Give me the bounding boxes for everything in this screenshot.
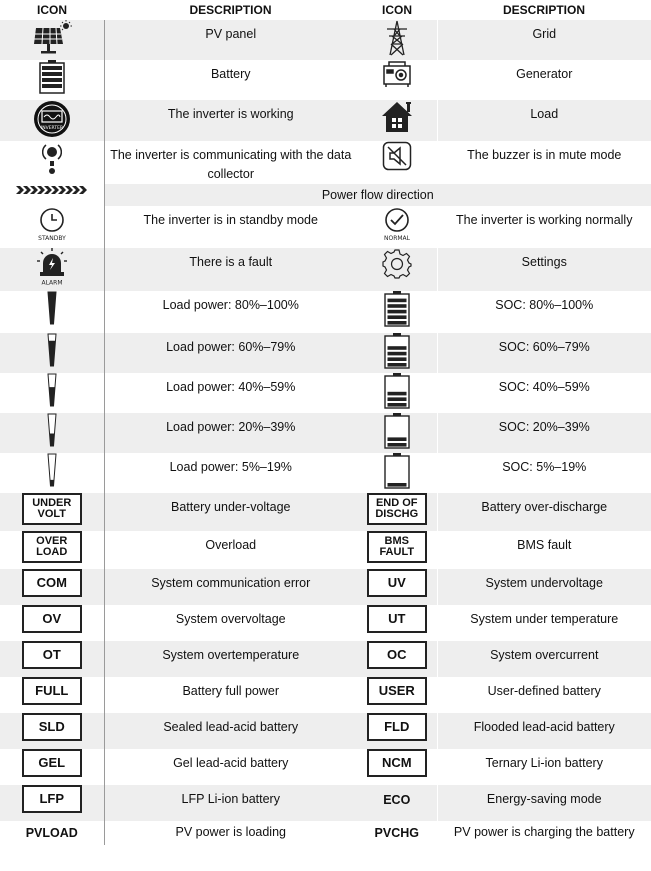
desc-fault: There is a fault (104, 248, 357, 291)
desc-ncm: Ternary Li-ion battery (437, 749, 651, 785)
load-power-80-100-icon (0, 291, 104, 333)
ov-code: OV (0, 605, 104, 641)
code-line: DISCHG (375, 508, 419, 520)
battery-icon (0, 60, 104, 100)
desc-data-collector: The inverter is communicating with the data collector (104, 141, 357, 184)
alarm-icon (0, 248, 104, 291)
data-collector-icon (0, 141, 104, 184)
under-volt-code (0, 493, 104, 531)
soc-battery-segment (387, 299, 406, 303)
header-icon-left: ICON (37, 3, 67, 17)
header-icon-right: ICON (382, 3, 412, 17)
soc-40-59-icon (357, 373, 437, 413)
soc-battery-segment (387, 403, 406, 407)
desc-inverter-working: The inverter is working (104, 100, 357, 141)
standby-icon (0, 206, 104, 248)
desc-standby: The inverter is in standby mode (104, 206, 357, 248)
desc-normal: The inverter is working normally (437, 206, 651, 248)
table-row (0, 713, 651, 749)
ncm-code: NCM (357, 749, 437, 785)
table-row (0, 206, 651, 248)
table-row (0, 493, 651, 531)
buzzer-mute-icon (357, 141, 437, 184)
desc-user: User-defined battery (437, 677, 651, 713)
desc-sld: Sealed lead-acid battery (104, 713, 357, 749)
desc-soc-20-39: SOC: 20%–39% (437, 413, 651, 453)
desc-power-flow: Power flow direction (104, 184, 651, 206)
desc-overload: Overload (104, 531, 357, 569)
table-row (0, 333, 651, 373)
desc-ov: System overvoltage (104, 605, 357, 641)
desc-soc-60-79: SOC: 60%–79% (437, 333, 651, 373)
table-row (0, 184, 651, 206)
table-row (0, 785, 651, 821)
table-row (0, 569, 651, 605)
table-row (0, 100, 651, 141)
table-row (0, 641, 651, 677)
over-load-code (0, 531, 104, 569)
code-line: UNDER (32, 497, 72, 509)
power-flow-arrows-icon (0, 184, 104, 206)
load-power-60-79-icon (0, 333, 104, 373)
desc-buzzer-mute: The buzzer is in mute mode (437, 141, 651, 184)
desc-load-20-39: Load power: 20%–39% (104, 413, 357, 453)
eco-code: ECO (357, 785, 437, 821)
soc-battery-segment (387, 352, 406, 356)
code-line: VOLT (37, 508, 66, 520)
load-power-40-59-icon (0, 373, 104, 413)
table-row (0, 373, 651, 413)
fld-code: FLD (357, 713, 437, 749)
soc-60-79-icon (357, 333, 437, 373)
table-row (0, 531, 651, 569)
desc-com: System communication error (104, 569, 357, 605)
table-row (0, 291, 651, 333)
desc-load: Load (437, 100, 651, 141)
desc-load-40-59: Load power: 40%–59% (104, 373, 357, 413)
table-row (0, 60, 651, 100)
soc-battery-segment (387, 346, 406, 350)
normal-check-icon (357, 206, 437, 248)
soc-battery-segment (387, 392, 406, 396)
standby-icon-label: STANDBY (37, 235, 66, 242)
desc-lfp: LFP Li-ion battery (104, 785, 357, 821)
oc-code: OC (357, 641, 437, 677)
full-code: FULL (0, 677, 104, 713)
gel-code: GEL (0, 749, 104, 785)
soc-5-19-icon (357, 453, 437, 493)
desc-pv-panel: PV panel (104, 20, 357, 60)
load-bar-fill (48, 341, 55, 366)
soc-battery-segment (387, 310, 406, 314)
desc-full: Battery full power (104, 677, 357, 713)
desc-soc-5-19: SOC: 5%–19% (437, 453, 651, 493)
user-code: USER (357, 677, 437, 713)
table-row (0, 413, 651, 453)
code-line: FAULT (379, 546, 415, 558)
desc-load-60-79: Load power: 60%–79% (104, 333, 357, 373)
soc-battery-segment (387, 483, 406, 487)
desc-settings: Settings (437, 248, 651, 291)
pvchg-code: PVCHG (357, 821, 437, 845)
grid-tower-icon (357, 20, 437, 60)
desc-over-discharge: Battery over-discharge (437, 493, 651, 531)
desc-battery: Battery (104, 60, 357, 100)
soc-battery-segment (387, 437, 406, 441)
table-row (0, 749, 651, 785)
soc-battery-segment (387, 315, 406, 319)
desc-under-volt: Battery under-voltage (104, 493, 357, 531)
soc-battery-segment (387, 443, 406, 447)
desc-grid: Grid (437, 20, 651, 60)
load-power-20-39-icon (0, 413, 104, 453)
code-line: BMS (384, 535, 409, 547)
desc-load-5-19: Load power: 5%–19% (104, 453, 357, 493)
desc-gel: Gel lead-acid battery (104, 749, 357, 785)
code-line: OVER (36, 535, 68, 547)
pv-panel-icon (0, 20, 104, 60)
table-row (0, 141, 651, 184)
normal-icon-label: NORMAL (383, 235, 410, 242)
desc-generator: Generator (437, 60, 651, 100)
desc-pvchg: PV power is charging the battery (437, 821, 651, 845)
desc-eco: Energy-saving mode (437, 785, 651, 821)
inverter-working-icon (0, 100, 104, 141)
soc-battery-segment (387, 363, 406, 367)
desc-fld: Flooded lead-acid battery (437, 713, 651, 749)
load-house-icon (357, 100, 437, 141)
soc-20-39-icon (357, 413, 437, 453)
desc-ot: System overtemperature (104, 641, 357, 677)
inverter-icon-label: INVERTER (40, 126, 63, 131)
pvload-code: PVLOAD (0, 821, 104, 845)
table-row (0, 677, 651, 713)
soc-battery-segment (387, 397, 406, 401)
desc-load-80-100: Load power: 80%–100% (104, 291, 357, 333)
uv-code: UV (357, 569, 437, 605)
desc-ut: System under temperature (437, 605, 651, 641)
alarm-icon-label: ALARM (41, 279, 63, 286)
end-of-dischg-code (357, 493, 437, 531)
header-description-left: DESCRIPTION (189, 3, 272, 17)
load-power-5-19-icon (0, 453, 104, 493)
table-row (0, 453, 651, 493)
ot-code: OT (0, 641, 104, 677)
desc-soc-80-100: SOC: 80%–100% (437, 291, 651, 333)
bms-fault-code (357, 531, 437, 569)
lfp-code: LFP (0, 785, 104, 821)
desc-uv: System undervoltage (437, 569, 651, 605)
com-code: COM (0, 569, 104, 605)
desc-bms-fault: BMS fault (437, 531, 651, 569)
table-row (0, 821, 651, 845)
code-line: LOAD (36, 546, 68, 558)
table-row (0, 605, 651, 641)
sld-code: SLD (0, 713, 104, 749)
table-row (0, 20, 651, 60)
soc-80-100-icon (357, 291, 437, 333)
settings-gear-icon (357, 248, 437, 291)
ut-code: UT (357, 605, 437, 641)
table-header-row (0, 0, 651, 20)
table-row (0, 248, 651, 291)
code-line: END OF (375, 497, 418, 509)
soc-battery-segment (387, 304, 406, 308)
load-bar-fill (50, 480, 54, 486)
desc-soc-40-59: SOC: 40%–59% (437, 373, 651, 413)
soc-battery-segment (387, 357, 406, 361)
header-description-right: DESCRIPTION (502, 3, 585, 17)
desc-oc: System overcurrent (437, 641, 651, 677)
soc-battery-segment (387, 321, 406, 325)
generator-icon (357, 60, 437, 100)
desc-pvload: PV power is loading (104, 821, 357, 845)
